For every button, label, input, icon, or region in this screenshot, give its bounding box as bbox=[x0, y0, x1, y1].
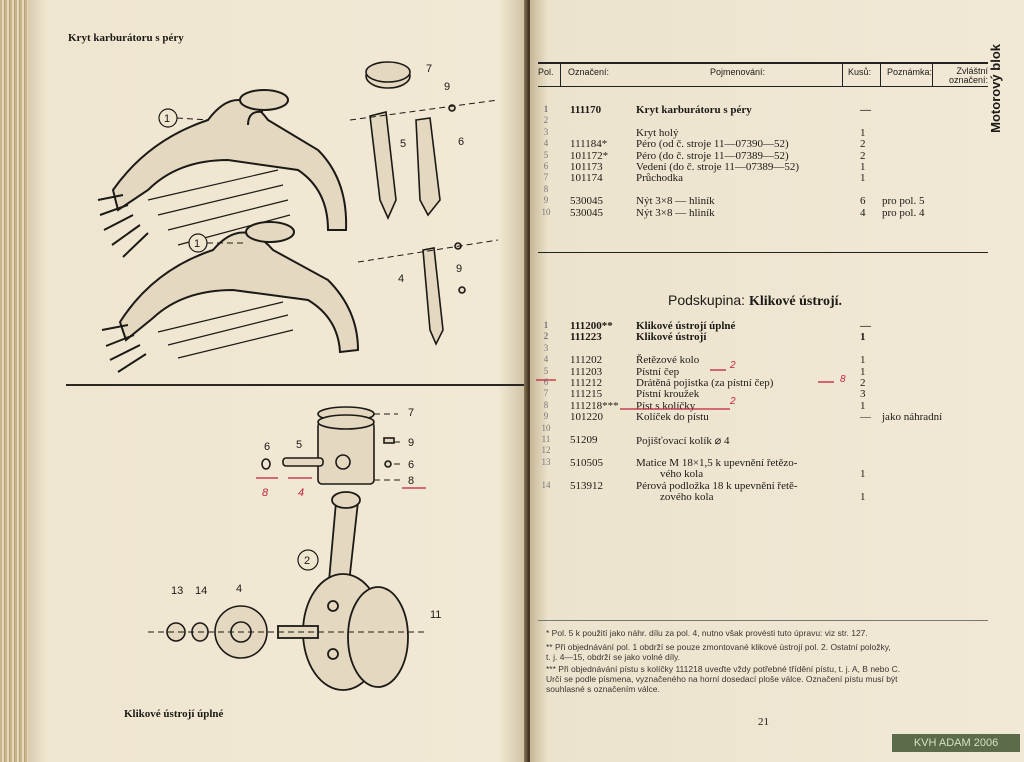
footnote: t. j. 4—15, obdrží se jako volné díly. bbox=[546, 652, 681, 662]
handwritten-callouts bbox=[262, 487, 304, 499]
row-position: 4 bbox=[543, 138, 549, 149]
row-position: 2 bbox=[543, 331, 549, 342]
row-name: Pojišťovací kolík ⌀ 4 bbox=[636, 435, 730, 447]
table-row bbox=[530, 445, 990, 456]
row-code: 513912 bbox=[570, 479, 603, 492]
header-poznamka: Poznámka: bbox=[887, 67, 933, 77]
row-quantity: 1 bbox=[860, 468, 866, 481]
piston-group bbox=[262, 407, 394, 484]
row-position: 6 bbox=[543, 161, 549, 171]
row-position: 4 bbox=[543, 354, 549, 365]
watermark-label: KVH ADAM 2006 bbox=[892, 734, 1020, 752]
row-quantity: 1 bbox=[860, 354, 866, 367]
row-position: 2 bbox=[543, 115, 549, 126]
header-pojmenovani: Pojmenování: bbox=[710, 67, 766, 77]
row-quantity: — bbox=[860, 320, 871, 332]
row-position: 5 bbox=[543, 365, 549, 376]
left-page bbox=[28, 0, 528, 762]
row-name: Klikové ústrojí bbox=[636, 331, 707, 344]
handwritten-note: 2 bbox=[730, 360, 736, 371]
callout-number: 4 bbox=[398, 273, 405, 285]
callout-number: 1 bbox=[164, 113, 171, 125]
row-code: 51209 bbox=[570, 434, 598, 446]
row-position: 12 bbox=[541, 445, 551, 456]
row-name: Pérová podložka 18 k upevnění řetě- bbox=[636, 479, 798, 492]
handwritten-callout: 4 bbox=[298, 487, 305, 499]
callout-number: 4 bbox=[236, 583, 243, 595]
row-position: 6 bbox=[543, 377, 549, 387]
callout-number: 1 bbox=[194, 238, 201, 250]
row-quantity: — bbox=[860, 411, 871, 424]
table-row bbox=[530, 423, 990, 434]
table-row bbox=[530, 457, 990, 468]
row-position: 5 bbox=[543, 149, 549, 160]
crank-group bbox=[278, 492, 408, 690]
header-kusu: Kusů: bbox=[848, 67, 872, 77]
header-separator bbox=[842, 64, 843, 86]
row-quantity: 1 bbox=[860, 331, 866, 344]
callout-number: 6 bbox=[408, 459, 415, 471]
row-name: Vedení (do č. stroje 11—07389—52) bbox=[636, 161, 800, 173]
row-code: 111218*** bbox=[570, 399, 619, 412]
callout-number: 8 bbox=[408, 475, 415, 487]
table-row bbox=[530, 320, 990, 331]
row-quantity: — bbox=[860, 104, 871, 116]
section-sidebar-label: Motorový blok bbox=[988, 44, 1003, 133]
callout-numbers-bottom bbox=[171, 407, 441, 621]
row-note: jako náhradní bbox=[882, 411, 943, 424]
row-note: pro pol. 5 bbox=[882, 195, 925, 208]
row-position: 8 bbox=[543, 399, 549, 410]
row-code: 111200** bbox=[570, 320, 613, 332]
row-position: 10 bbox=[541, 422, 551, 433]
row-name: Kryt holý bbox=[636, 126, 679, 139]
table-row bbox=[530, 434, 990, 445]
table-row bbox=[530, 480, 990, 491]
row-position: 10 bbox=[541, 206, 551, 217]
header-pol: Pol. bbox=[538, 67, 554, 77]
row-name: Pístní čep bbox=[636, 365, 680, 378]
row-position: 1 bbox=[543, 320, 549, 330]
row-code: 111212 bbox=[570, 377, 603, 389]
table-header-rule bbox=[538, 86, 988, 87]
row-position: 8 bbox=[543, 183, 549, 194]
row-quantity: 6 bbox=[860, 195, 866, 208]
table-row bbox=[530, 172, 990, 183]
row-code: 111184* bbox=[570, 138, 608, 151]
cover-upper bbox=[98, 90, 346, 257]
row-position: 9 bbox=[543, 411, 549, 422]
row-position: 11 bbox=[541, 434, 551, 444]
callout-number: 7 bbox=[426, 63, 433, 75]
table-row-continuation bbox=[530, 491, 990, 502]
carburetor-cover-illustration bbox=[28, 50, 528, 380]
handwritten-marks bbox=[530, 360, 870, 420]
callout-number: 5 bbox=[296, 439, 303, 451]
row-quantity: 2 bbox=[860, 377, 866, 389]
table-row bbox=[530, 150, 990, 161]
left-page-title: Kryt karburátoru s péry bbox=[68, 32, 184, 44]
footnote: *** Při objednávání pístu s kolíčky 111218 uveďte vždy potřebné třídění pístu, t. j. A, B nebo C. bbox=[546, 664, 901, 674]
header-separator bbox=[932, 64, 933, 86]
header-zvlastni: Zvláštní označení: bbox=[948, 66, 988, 85]
row-name: Kryt karburátoru s péry bbox=[636, 104, 752, 116]
table-row bbox=[530, 161, 990, 172]
subgroup-heading bbox=[668, 292, 842, 310]
row-code: 510505 bbox=[570, 456, 603, 469]
row-position: 1 bbox=[543, 104, 549, 114]
footnote: * Pol. 5 k použití jako náhr. dílu za pol. 4, nutno však provésti tuto úpravu: viz str. 127. bbox=[546, 628, 868, 638]
footnote: Určí se podle písmena, vyznačeného na horní dosedací ploše válce. Označení pístu musí být bbox=[546, 674, 898, 684]
row-position: 7 bbox=[543, 172, 549, 183]
table-row bbox=[530, 138, 990, 149]
row-code: 101173 bbox=[570, 161, 603, 173]
row-quantity: 1 bbox=[860, 491, 866, 503]
row-name: Péro (do č. stroje 11—07389—52) bbox=[636, 149, 789, 162]
handwritten-callout: 8 bbox=[262, 487, 269, 499]
row-position: 3 bbox=[543, 342, 549, 353]
table-row bbox=[530, 127, 990, 138]
page-number: 21 bbox=[758, 716, 769, 728]
row-name: Nýt 3×8 — hliník bbox=[636, 206, 715, 219]
right-page bbox=[530, 0, 1024, 762]
row-name-continuation: zového kola bbox=[660, 491, 714, 503]
row-note: pro pol. 4 bbox=[882, 206, 925, 219]
cover-lower bbox=[102, 222, 358, 372]
row-quantity: 3 bbox=[860, 388, 866, 401]
row-quantity: 1 bbox=[860, 399, 866, 412]
row-name: Matice M 18×1,5 k upevnění řetězo- bbox=[636, 456, 798, 469]
callout-number: 9 bbox=[408, 437, 415, 449]
footnote: souhlasné s označením válce. bbox=[546, 684, 660, 694]
row-name: Průchodka bbox=[636, 172, 684, 185]
table-row bbox=[530, 195, 990, 206]
header-separator bbox=[560, 64, 561, 86]
row-code: 530045 bbox=[570, 195, 603, 208]
row-name: Péro (od č. stroje 11—07390—52) bbox=[636, 138, 789, 151]
row-code: 111170 bbox=[570, 104, 602, 116]
table-row bbox=[530, 184, 990, 195]
row-name: Píst s kolíčky bbox=[636, 399, 696, 412]
table-row bbox=[530, 331, 990, 342]
callout-number: 5 bbox=[400, 138, 407, 150]
springs-and-rivets bbox=[366, 62, 465, 344]
row-name: Kolíček do pístu bbox=[636, 411, 709, 424]
header-oznaceni: Označení: bbox=[568, 67, 610, 77]
header-separator bbox=[880, 64, 881, 86]
row-code: 101172* bbox=[570, 149, 609, 162]
row-position: 3 bbox=[543, 126, 549, 137]
callout-number: 7 bbox=[408, 407, 415, 419]
row-name: Klikové ústrojí úplné bbox=[636, 320, 736, 332]
row-quantity: 4 bbox=[860, 206, 866, 219]
callout-number: 9 bbox=[456, 263, 463, 275]
crankshaft-illustration bbox=[28, 392, 528, 702]
row-code: 111223 bbox=[570, 331, 602, 344]
row-position: 13 bbox=[541, 456, 551, 467]
row-position: 9 bbox=[543, 195, 549, 206]
row-quantity: 1 bbox=[860, 172, 866, 185]
callout-number: 14 bbox=[195, 585, 208, 597]
row-position: 14 bbox=[541, 479, 551, 490]
callout-number: 6 bbox=[458, 136, 465, 148]
row-name: Řetězové kolo bbox=[636, 354, 700, 367]
callout-number: 6 bbox=[264, 441, 271, 453]
row-name: Nýt 3×8 — hliník bbox=[636, 195, 715, 208]
left-page-divider bbox=[66, 384, 528, 386]
row-name: Drátěná pojistka (za pístní čep) bbox=[636, 377, 774, 389]
table-row-continuation bbox=[530, 468, 990, 479]
left-page-caption: Klikové ústrojí úplné bbox=[124, 708, 224, 720]
footnote: ** Při objednávání pol. 1 obdrží se pouze zmontované klikové ústrojí pol. 2. Ostatní položky, bbox=[546, 642, 891, 652]
table-bottom-rule bbox=[538, 252, 988, 253]
row-code: 101220 bbox=[570, 411, 603, 424]
callout-number: 2 bbox=[304, 555, 311, 567]
callout-number: 11 bbox=[430, 609, 442, 621]
row-quantity: 2 bbox=[860, 138, 866, 151]
table-row bbox=[530, 115, 990, 126]
page-edges bbox=[0, 0, 30, 762]
callout-number: 13 bbox=[171, 585, 184, 597]
table-row bbox=[530, 207, 990, 218]
table-row bbox=[530, 343, 990, 354]
table-top-rule bbox=[538, 62, 988, 64]
callout-number: 9 bbox=[444, 81, 451, 93]
subgroup-label: Podskupina: bbox=[668, 292, 746, 308]
footnote-rule bbox=[538, 620, 988, 621]
row-name-continuation: vého kola bbox=[660, 468, 704, 481]
row-quantity: 1 bbox=[860, 365, 866, 378]
row-quantity: 2 bbox=[860, 149, 866, 162]
handwritten-note: 8 bbox=[840, 374, 846, 385]
row-code: 101174 bbox=[570, 172, 603, 185]
row-position: 7 bbox=[543, 388, 549, 399]
row-code: 530045 bbox=[570, 206, 603, 219]
handwritten-note: 2 bbox=[730, 396, 736, 407]
row-code: 111215 bbox=[570, 388, 603, 401]
row-code: 111202 bbox=[570, 354, 603, 367]
table-row bbox=[530, 104, 990, 115]
subgroup-name: Klikové ústrojí. bbox=[748, 294, 843, 309]
row-code: 111203 bbox=[570, 365, 603, 378]
row-name: Pístní kroužek bbox=[636, 388, 700, 401]
row-quantity: 1 bbox=[860, 126, 866, 139]
row-quantity: 1 bbox=[860, 161, 866, 173]
